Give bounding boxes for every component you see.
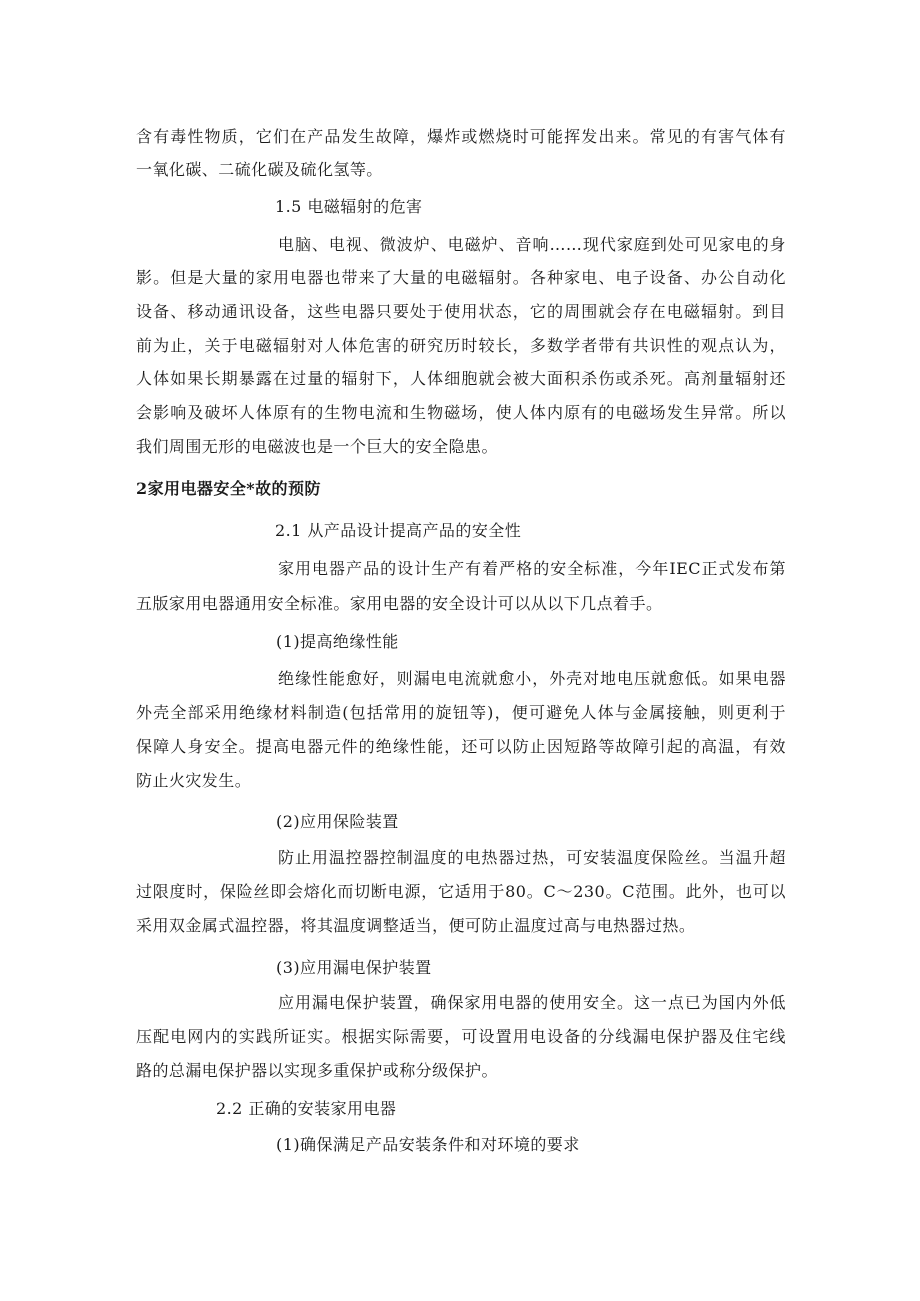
paragraph-line: 设备、移动通讯设备，这些电器只要处于使用状态，它的周围就会存在电磁辐射。到目 <box>136 302 786 321</box>
paragraph-line: 电脑、电视、微波炉、电磁炉、音响……现代家庭到处可见家电的身 <box>278 235 786 254</box>
paragraph-line: 前为止，关于电磁辐射对人体危害的研究历时较长，多数学者带有共识性的观点认为， <box>136 336 786 355</box>
paragraph-line: 一氧化碳、二硫化碳及硫化氢等。 <box>136 160 383 179</box>
paragraph-line: 路的总漏电保护器以实现多重保护或称分级保护。 <box>136 1061 498 1080</box>
paragraph-line: 五版家用电器通用安全标准。家用电器的安全设计可以从以下几点着手。 <box>136 594 663 613</box>
item-title-3: (3)应用漏电保护装置 <box>276 958 432 977</box>
paragraph-line: 保障人身安全。提高电器元件的绝缘性能，还可以防止因短路等故障引起的高温，有效 <box>136 737 786 756</box>
paragraph-line: 压配电网内的实践所证实。根据实际需要，可设置用电设备的分线漏电保护器及住宅线 <box>136 1027 786 1046</box>
item-title-2-2-1: (1)确保满足产品安装条件和对环境的要求 <box>276 1135 580 1154</box>
paragraph-line: 防止用温控器控制温度的电热器过热，可安装温度保险丝。当温升超 <box>278 848 786 867</box>
section-heading-1-5: 1.5 电磁辐射的危害 <box>275 197 423 216</box>
paragraph-line: 影。但是大量的家用电器也带来了大量的电磁辐射。各种家电、电子设备、办公自动化 <box>136 268 786 287</box>
paragraph-line: 人体如果长期暴露在过量的辐射下，人体细胞就会被大面积杀伤或杀死。高剂量辐射还 <box>136 369 786 388</box>
paragraph-line: 应用漏电保护装置，确保家用电器的使用安全。这一点已为国内外低 <box>278 993 786 1012</box>
paragraph-line: 外壳全部采用绝缘材料制造(包括常用的旋钮等)，便可避免人体与金属接触，则更利于 <box>136 703 786 722</box>
paragraph-line: 绝缘性能愈好，则漏电电流就愈小，外壳对地电压就愈低。如果电器 <box>278 669 786 688</box>
item-title-2: (2)应用保险装置 <box>276 812 399 831</box>
paragraph-line: 采用双金属式温控器，将其温度调整适当，便可防止温度过高与电热器过热。 <box>136 916 696 935</box>
item-title-1: (1)提高绝缘性能 <box>276 632 399 651</box>
paragraph-line: 会影响及破坏人体原有的生物电流和生物磁场，使人体内原有的电磁场发生异常。所以 <box>136 403 786 422</box>
section-heading-2: 2家用电器安全*故的预防 <box>136 479 321 498</box>
paragraph-line: 家用电器产品的设计生产有着严格的安全标准，今年IEC正式发布第 <box>278 559 786 578</box>
paragraph-line: 防止火灾发生。 <box>136 771 252 790</box>
paragraph-line: 过限度时，保险丝即会熔化而切断电源，它适用于80。C～230。C范围。此外，也可以 <box>136 882 786 901</box>
paragraph-line: 含有毒性物质，它们在产品发生故障，爆炸或燃烧时可能挥发出来。常见的有害气体有 <box>136 127 786 146</box>
section-heading-2-1: 2.1 从产品设计提高产品的安全性 <box>275 521 522 540</box>
paragraph-line: 我们周围无形的电磁波也是一个巨大的安全隐患。 <box>136 437 498 456</box>
section-heading-2-2: 2.2 正确的安装家用电器 <box>216 1099 397 1118</box>
